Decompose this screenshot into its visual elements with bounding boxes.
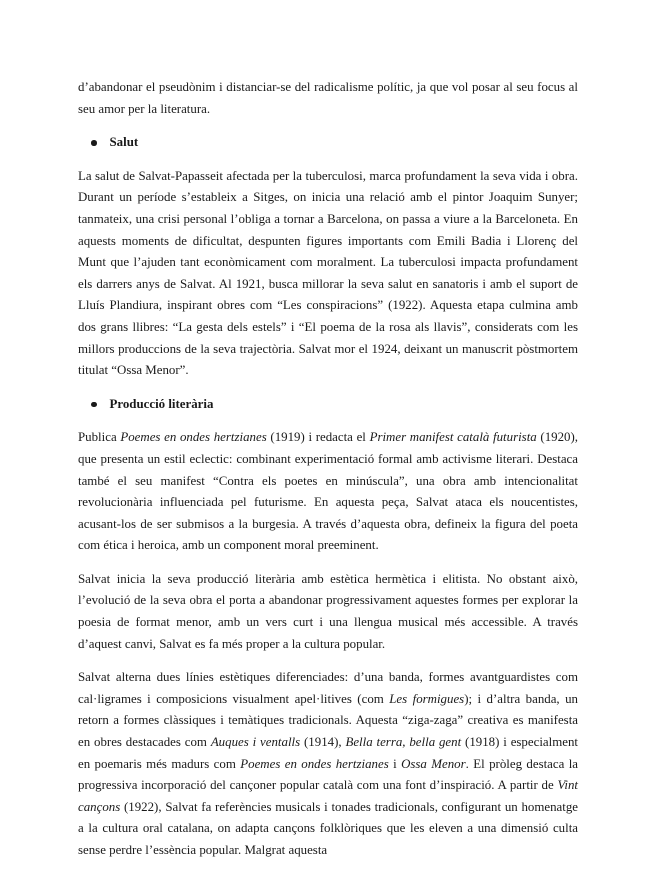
section-heading-label: Salut (109, 135, 139, 150)
work-title: Poemes en ondes hertzianes (120, 430, 267, 445)
section-heading-salut (78, 132, 578, 154)
text-run: Publica (78, 430, 121, 445)
section-heading-produccio (78, 394, 578, 416)
text-run: i (388, 756, 402, 771)
section-heading-label: Producció literària (109, 396, 214, 411)
produccio-paragraph-2: Salvat inicia la seva producció literària amb estètica hermètica i elitista. No obstant això, l’evolució de la seva obra el porta a abandonar progressivament aquestes formes per explorar la poesia de format menor, amb un vers curt i una llengua musical més accessible. A través d’aquest canvi, Salvat es fa més proper a la cultura popular. (78, 571, 578, 651)
produccio-paragraph-3 (78, 667, 578, 861)
text-run: (1918) i especialment en poemaris més madurs com (78, 735, 578, 771)
work-title: Les formigues (389, 691, 465, 706)
work-title: Ossa Menor (401, 756, 466, 771)
work-title: Vint cançons (78, 778, 578, 814)
text-run: Salvat alterna dues línies estètiques diferenciades: d’una banda, formes avantguardistes com cal·ligrames i composicions visualment apel·litives (com (78, 670, 578, 706)
work-title: Poemes en ondes hertzianes (240, 756, 389, 771)
bullet-icon (91, 402, 97, 408)
text-run: (1922), Salvat fa referències musicals i tonades tradicionals, configurant un homenatge a la cultura oral catalana, on adapta cançons folklòriques que les eleven a una dimensió culta sense perdre l’essència popular. Malgrat aquesta (78, 799, 578, 857)
text-run: (1920), que presenta un estil eclectic: combinant experimentació formal amb activisme literari. Destaca també el seu manifest “Contra els poetes en minúscula”, una obra amb intencionalitat revolucionària influenciada pel futurisme. En aquesta peça, Salvat ataca els noucentistes, acusant-los de ser submisos a la burgesia. A través d’aquesta obra, defineix la figura del poeta com ética i heroica, amb un component moral preeminent. (78, 430, 579, 553)
produccio-paragraph-1 (78, 427, 578, 557)
work-title: Auques i ventalls (210, 735, 301, 750)
salut-paragraph: La salut de Salvat-Papasseit afectada per la tuberculosi, marca profundament la seva vida i obra. Durant un període s’estableix a Sitges, on inicia una relació amb el pintor Joaquim Sunyer; tanmateix, una crisi personal l’obliga a tornar a Barcelona, on passa a viure a la Barceloneta. En aquests moments de dificultat, despunten figures importants com Emili Badia i Llorenç del Munt que l’ajuden tant econòmicament com moralment. La tuberculosi impacta profundament els darrers anys de Salvat. Al 1921, busca millorar la seva salut en sanatoris i amb el suport de Lluís Plandiura, inspirant obres com “Les conspiracions” (1922). Aquesta etapa culmina amb dos grans llibres: “La gesta dels estels” i “El poema de la rosa als llavis”, considerats com les millors produccions de la seva trajectòria. Salvat mor el 1924, deixant un manuscrit pòstmortem titulat “Ossa Menor”. (78, 168, 578, 378)
work-title: Primer manifest català futurista (369, 430, 537, 445)
text-run: . El pròleg destaca la progressiva incorporació del cançoner popular català com una font d’inspiració. A partir de (78, 756, 579, 793)
work-title: Bella terra, bella gent (345, 735, 462, 750)
document-page (78, 77, 578, 874)
text-run: (1919) i redacta el (266, 430, 370, 445)
bullet-icon (91, 140, 97, 146)
text-run: ); i d’altra banda, un retorn a formes clàssiques i temàtiques tradicionals. Aquesta “ziga-zaga” creativa es manifesta en obres destacades com (78, 691, 578, 750)
text-run: (1914), (300, 735, 346, 750)
intro-paragraph: d’abandonar el pseudònim i distanciar-se del radicalisme polític, ja que vol posar al seu focus al seu amor per la literatura. (78, 80, 578, 116)
